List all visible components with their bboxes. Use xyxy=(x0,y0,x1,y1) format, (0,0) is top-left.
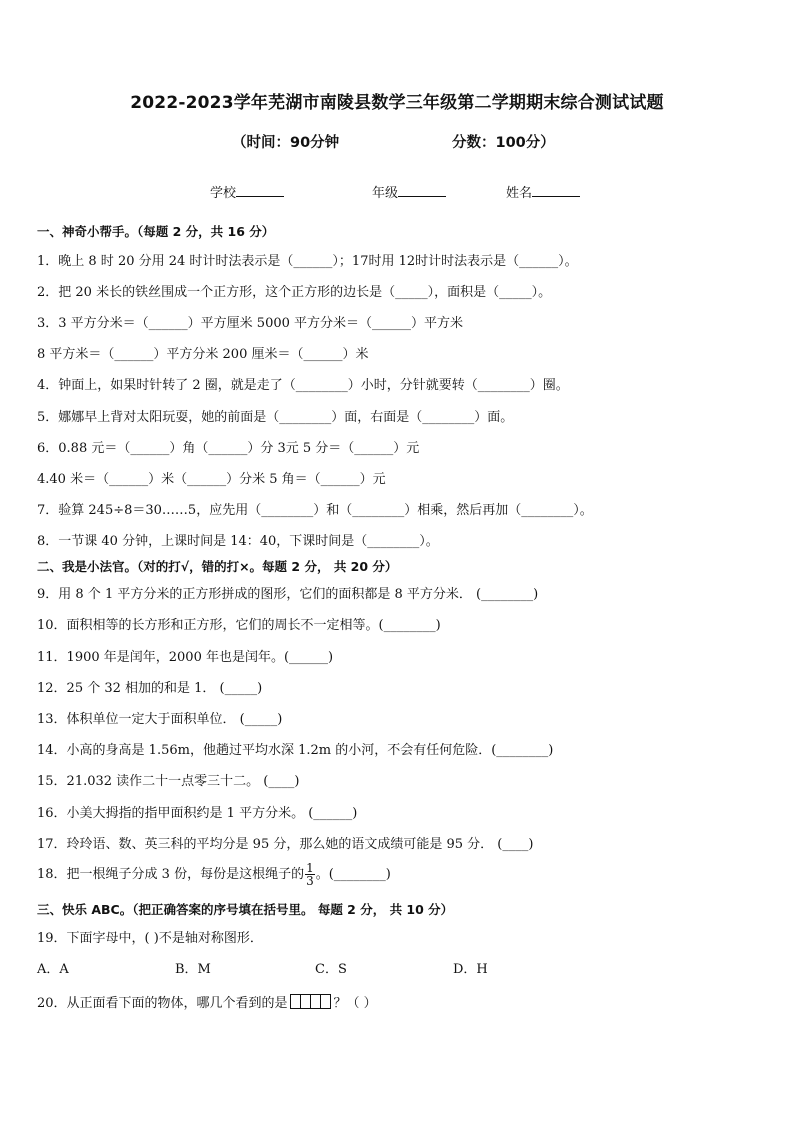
question-18-answer: 。(________) xyxy=(315,867,391,882)
fraction-denominator: 3 xyxy=(306,874,314,888)
question-6b: 4.40 米＝（______）米（______）分米 5 角＝（______）元 xyxy=(37,472,386,487)
option-c: C．S xyxy=(315,962,347,977)
question-19: 19．下面字母中，( )不是轴对称图形． xyxy=(37,931,263,946)
question-3b: 8 平方米＝（______）平方分米 200 厘米＝（______）米 xyxy=(37,347,369,362)
question-16: 16．小美大拇指的指甲面积约是 1 平方分米。 (______) xyxy=(37,806,358,821)
question-9: 9．用 8 个 1 平方分米的正方形拼成的图形，它们的面积都是 8 平方分米． (________) xyxy=(37,587,539,602)
school-field xyxy=(210,182,284,201)
grade-blank xyxy=(398,183,446,197)
option-d: D．H xyxy=(453,962,488,977)
option-b: B．M xyxy=(175,962,211,977)
question-15: 15．21.032 读作二十一点零三十二。 (____) xyxy=(37,774,300,789)
question-10: 10．面积相等的长方形和正方形，它们的周长不一定相等。(________) xyxy=(37,618,441,633)
question-3a: 3．3 平方分米＝（______）平方厘米 5000 平方分米＝（______）平方米 xyxy=(37,316,464,331)
name-label: 姓名 xyxy=(506,186,533,201)
question-13: 13．体积单位一定大于面积单位． (_____) xyxy=(37,712,283,727)
grade-field xyxy=(372,182,446,201)
fraction-one-third xyxy=(305,862,315,887)
question-18 xyxy=(37,862,391,887)
question-1: 1．晚上 8 时 20 分用 24 时计时法表示是（______）；17时用 12时计时法表示是（______）。 xyxy=(37,254,578,269)
question-20-text: 20．从正面看下面的物体，哪几个看到的是 xyxy=(37,996,288,1011)
question-11: 11．1900 年是闰年，2000 年也是闰年。(______) xyxy=(37,650,334,665)
question-6a: 6．0.88 元＝（______）角（______）分 3元 5 分＝（______）元 xyxy=(37,441,420,456)
school-label: 学校 xyxy=(210,186,237,201)
question-20 xyxy=(37,992,377,1013)
name-field xyxy=(506,182,580,201)
page-title: 2022-2023学年芜湖市南陵县数学三年级第二学期期末综合测试试题 xyxy=(130,93,664,113)
four-squares-figure xyxy=(291,994,331,1013)
question-8: 8．一节课 40 分钟，上课时间是 14：40，下课时间是（________）。 xyxy=(37,534,439,549)
exam-time: （时间：90分钟 xyxy=(232,135,340,151)
exam-score: 分数：100分） xyxy=(452,135,555,151)
question-5: 5．娜娜早上背对太阳玩耍，她的前面是（________）面，右面是（________）面。 xyxy=(37,410,514,425)
question-18-text: 18．把一根绳子分成 3 份，每份是这根绳子的 xyxy=(37,867,305,882)
name-blank xyxy=(532,183,580,197)
question-7: 7．验算 245÷8＝30……5，应先用（________）和（________）相乘，然后再加（________）。 xyxy=(37,503,593,518)
section-heading-2: 二、我是小法官。（对的打√，错的打×。每题 2 分， 共 20 分） xyxy=(37,559,398,574)
question-17: 17．玲玲语、数、英三科的平均分是 95 分，那么她的语文成绩可能是 95 分． (____) xyxy=(37,837,534,852)
section-heading-3: 三、快乐 ABC。（把正确答案的序号填在括号里。 每题 2 分， 共 10 分） xyxy=(37,902,454,917)
fraction-numerator: 1 xyxy=(306,861,314,875)
school-blank xyxy=(236,183,284,197)
section-heading-1: 一、神奇小帮手。（每题 2 分，共 16 分） xyxy=(37,224,275,239)
question-2: 2．把 20 米长的铁丝围成一个正方形，这个正方形的边长是（_____），面积是（_____）。 xyxy=(37,285,552,300)
question-20-answer: ？（ ） xyxy=(333,996,377,1011)
question-4: 4．钟面上，如果时针转了 2 圈，就是走了（________）小时，分针就要转（________）圈。 xyxy=(37,378,569,393)
question-14: 14．小高的身高是 1.56m，他趟过平均水深 1.2m 的小河，不会有任何危险．(________) xyxy=(37,743,554,758)
question-12: 12．25 个 32 相加的和是 1． (_____) xyxy=(37,681,263,696)
grade-label: 年级 xyxy=(372,186,399,201)
option-a: A．A xyxy=(37,962,69,977)
